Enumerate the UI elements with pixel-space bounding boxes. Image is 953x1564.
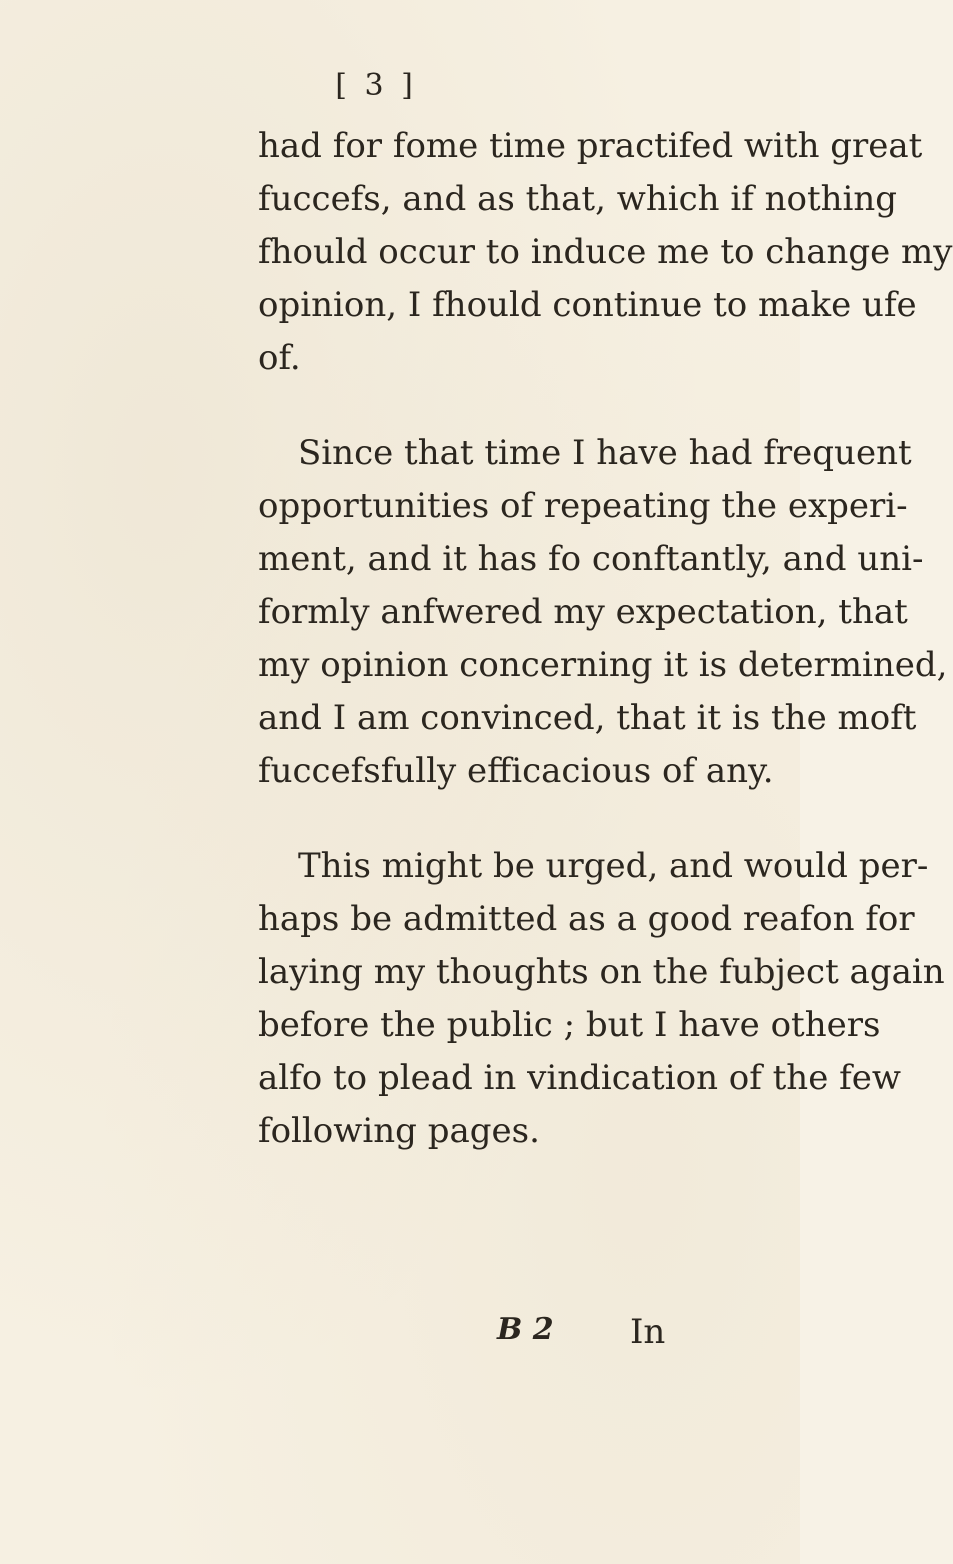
text-line: formly anfwered my expectation, that (258, 592, 908, 632)
text-line: my opinion concerning it is determined, (258, 645, 948, 685)
text-line: before the public ; but I have others (258, 1005, 881, 1045)
text-line: fuccefsfully efficacious of any. (258, 751, 774, 791)
body-text (0, 120, 953, 1200)
text-line: opinion, I fhould continue to make ufe (258, 285, 917, 325)
text-line: and I am convinced, that it is the moft (258, 698, 917, 738)
page-number: [ 3 ] (335, 68, 417, 103)
catchword: In (630, 1312, 666, 1352)
text-line: had for fome time practifed with great (258, 126, 923, 166)
text-line: following pages. (258, 1111, 540, 1151)
paragraph (0, 840, 945, 1158)
text-line: Since that time I have had frequent (298, 433, 912, 473)
page-footer (0, 1312, 800, 1372)
text-line: This might be urged, and would per- (298, 846, 929, 886)
text-line: fhould occur to induce me to change my (258, 232, 953, 272)
paragraph (0, 427, 948, 798)
text-line: of. (258, 338, 301, 378)
signature-mark: B 2 (497, 1312, 554, 1347)
text-line: haps be admitted as a good reafon for (258, 899, 915, 939)
text-line: opportunities of repeating the experi- (258, 486, 908, 526)
text-line: ment, and it has fo conftantly, and uni- (258, 539, 924, 579)
text-line: alfo to plead in vindication of the few (258, 1058, 901, 1098)
text-line: laying my thoughts on the fubject again (258, 952, 945, 992)
text-line: fuccefs, and as that, which if nothing (258, 179, 898, 219)
paragraph (0, 120, 953, 385)
